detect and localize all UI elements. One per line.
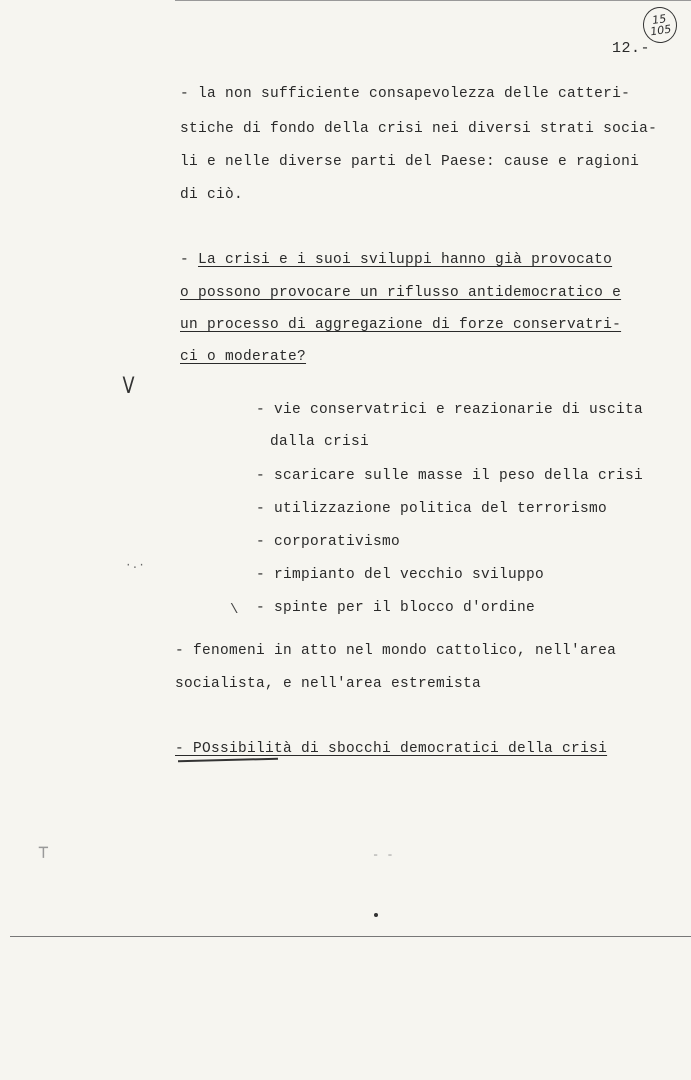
bullet-item: - corporativismo [256, 534, 401, 550]
bullet-item: - rimpianto del vecchio sviluppo [256, 567, 545, 583]
stamp-bottom-number: 105 [649, 22, 673, 39]
paragraph2-line: socialista, e nell'area estremista [175, 676, 482, 692]
bullet-item: - scaricare sulle masse il peso della crisi [256, 468, 644, 484]
question-line: un processo di aggregazione di forze conservatri- [180, 317, 622, 333]
top-border-line [175, 0, 691, 1]
bullet-item: - vie conservatrici e reazionarie di uscita [256, 402, 644, 418]
handwritten-underline [178, 758, 278, 763]
paragraph1-line: li e nelle diverse parti del Paese: cause e ragioni [180, 154, 640, 170]
bottom-border-line [10, 936, 691, 937]
stamp-top-number: 15 [651, 12, 668, 27]
ink-speck: ·.· [125, 560, 145, 572]
bullet-item: - spinte per il blocco d'ordine [256, 600, 536, 616]
question-line: o possono provocare un riflusso antidemocratico e [180, 285, 622, 301]
question-line-underlined: La crisi e i suoi sviluppi hanno già provocato [198, 252, 613, 268]
question-line: ci o moderate? [180, 349, 307, 365]
paragraph1-line: stiche di fondo della crisi nei diversi strati socia- [180, 121, 658, 137]
paragraph2-line: - fenomeni in atto nel mondo cattolico, nell'area [175, 643, 617, 659]
closing-line: - POssibilità di sbocchi democratici della crisi [175, 741, 608, 757]
paragraph1-line: - la non sufficiente consapevolezza delle catteri- [180, 86, 631, 102]
handwritten-slash-mark: \ [230, 602, 239, 618]
handwritten-check-mark: V [122, 374, 135, 399]
page-smudge: ⊤ [38, 844, 49, 864]
question-line: - La crisi e i suoi sviluppi hanno già provocato [180, 252, 613, 268]
bullet-item: - utilizzazione politica del terrorismo [256, 501, 608, 517]
page-number: 12.- [612, 40, 651, 57]
ink-dot [374, 913, 378, 917]
page-smudge: - - [372, 848, 394, 862]
bullet-item-continuation: dalla crisi [270, 434, 370, 450]
paragraph1-line: di ciò. [180, 187, 244, 203]
